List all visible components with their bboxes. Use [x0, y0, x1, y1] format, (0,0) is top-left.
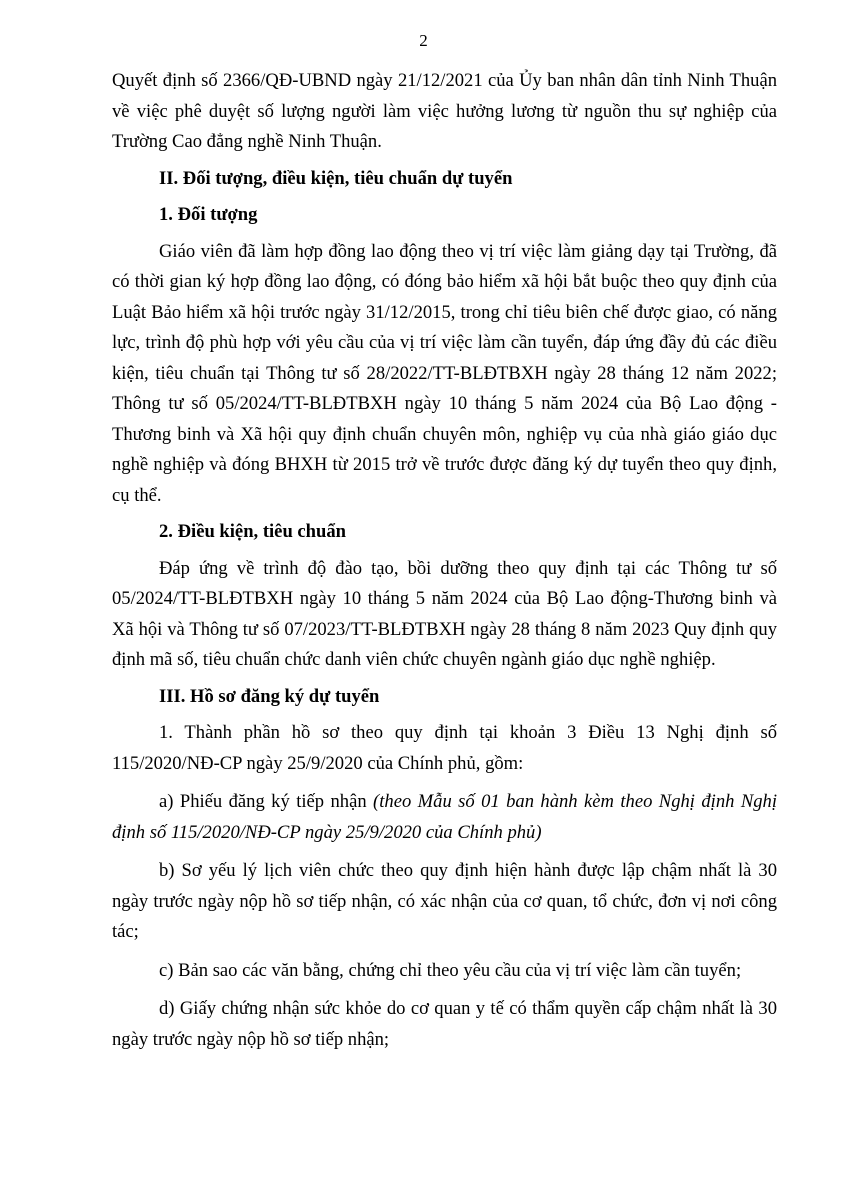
subsection-2-paragraph: Đáp ứng về trình độ đào tạo, bồi dưỡng theo quy định tại các Thông tư số 05/2024/TT-BLĐTBXH ngày 10 tháng 5 năm 2024 của Bộ Lao động-Thương binh và Xã hội và Thông tư số 07/2023/TT-BLĐTBXH ngày 28 tháng 8 năm 2023 Quy định quy định mã số, tiêu chuẩn chức danh viên chức chuyên ngành giáo dục nghề nghiệp. — [112, 557, 777, 670]
page-number: 2 — [419, 31, 428, 50]
list-item-d: d) Giấy chứng nhận sức khỏe do cơ quan y tế có thẩm quyền cấp chậm nhất là 30 ngày trước ngày nộp hồ sơ tiếp nhận; — [112, 998, 777, 1050]
subsection-1-heading: 1. Đối tượng — [159, 204, 258, 225]
intro-paragraph: Quyết định số 2366/QĐ-UBND ngày 21/12/2021 của Ủy ban nhân dân tỉnh Ninh Thuận về việc phê duyệt số lượng người làm việc hưởng lương từ nguồn thu sự nghiệp của Trường Cao đẳng nghề Ninh Thuận. — [112, 70, 777, 152]
list-item-a-note: (theo Mẫu số 01 ban hành kèm theo Nghị định Nghị định số 115/2020/NĐ-CP ngày 25/9/2020 của Chính phủ) — [112, 791, 777, 843]
subsection-2-heading: 2. Điều kiện, tiêu chuẩn — [159, 521, 346, 542]
section-3-item-1: 1. Thành phần hồ sơ theo quy định tại khoản 3 Điều 13 Nghị định số 115/2020/NĐ-CP ngày 25/9/2020 của Chính phủ, gồm: — [112, 722, 777, 774]
section-3-heading: III. Hồ sơ đăng ký dự tuyển — [159, 685, 380, 707]
list-item-a — [112, 787, 777, 848]
document-body — [112, 66, 777, 1063]
subsection-1-paragraph: Giáo viên đã làm hợp đồng lao động theo vị trí việc làm giảng dạy tại Trường, đã có thời gian ký hợp đồng lao động, có đóng bảo hiểm xã hội bắt buộc theo quy định của Luật Bảo hiểm xã hội trước ngày 31/12/2015, trong chỉ tiêu biên chế được giao, có năng lực, trình độ phù hợp với yêu cầu của vị trí việc làm cần tuyển, đáp ứng đầy đủ các điều kiện, tiêu chuẩn tại Thông tư số 28/2022/TT-BLĐTBXH ngày 28 tháng 12 năm 2022; Thông tư số 05/2024/TT-BLĐTBXH ngày 10 tháng 5 năm 2024 của Bộ Lao động -Thương binh và Xã hội quy định chuẩn chuyên môn, nghiệp vụ của nhà giáo giáo dục nghề nghiệp và đóng BHXH từ 2015 trở về trước được đăng ký dự tuyển theo quy định, cụ thể. — [112, 240, 777, 506]
section-2-heading: II. Đối tượng, điều kiện, tiêu chuẩn dự tuyển — [159, 167, 513, 189]
list-item-c: c) Bản sao các văn bằng, chứng chỉ theo yêu cầu của vị trí việc làm cần tuyển; — [159, 959, 742, 981]
list-item-b: b) Sơ yếu lý lịch viên chức theo quy định hiện hành được lập chậm nhất là 30 ngày trước ngày nộp hồ sơ tiếp nhận, có xác nhận của cơ quan, tổ chức, đơn vị nơi công tác; — [112, 860, 777, 942]
list-item-a-text: a) Phiếu đăng ký tiếp nhận — [159, 791, 374, 812]
